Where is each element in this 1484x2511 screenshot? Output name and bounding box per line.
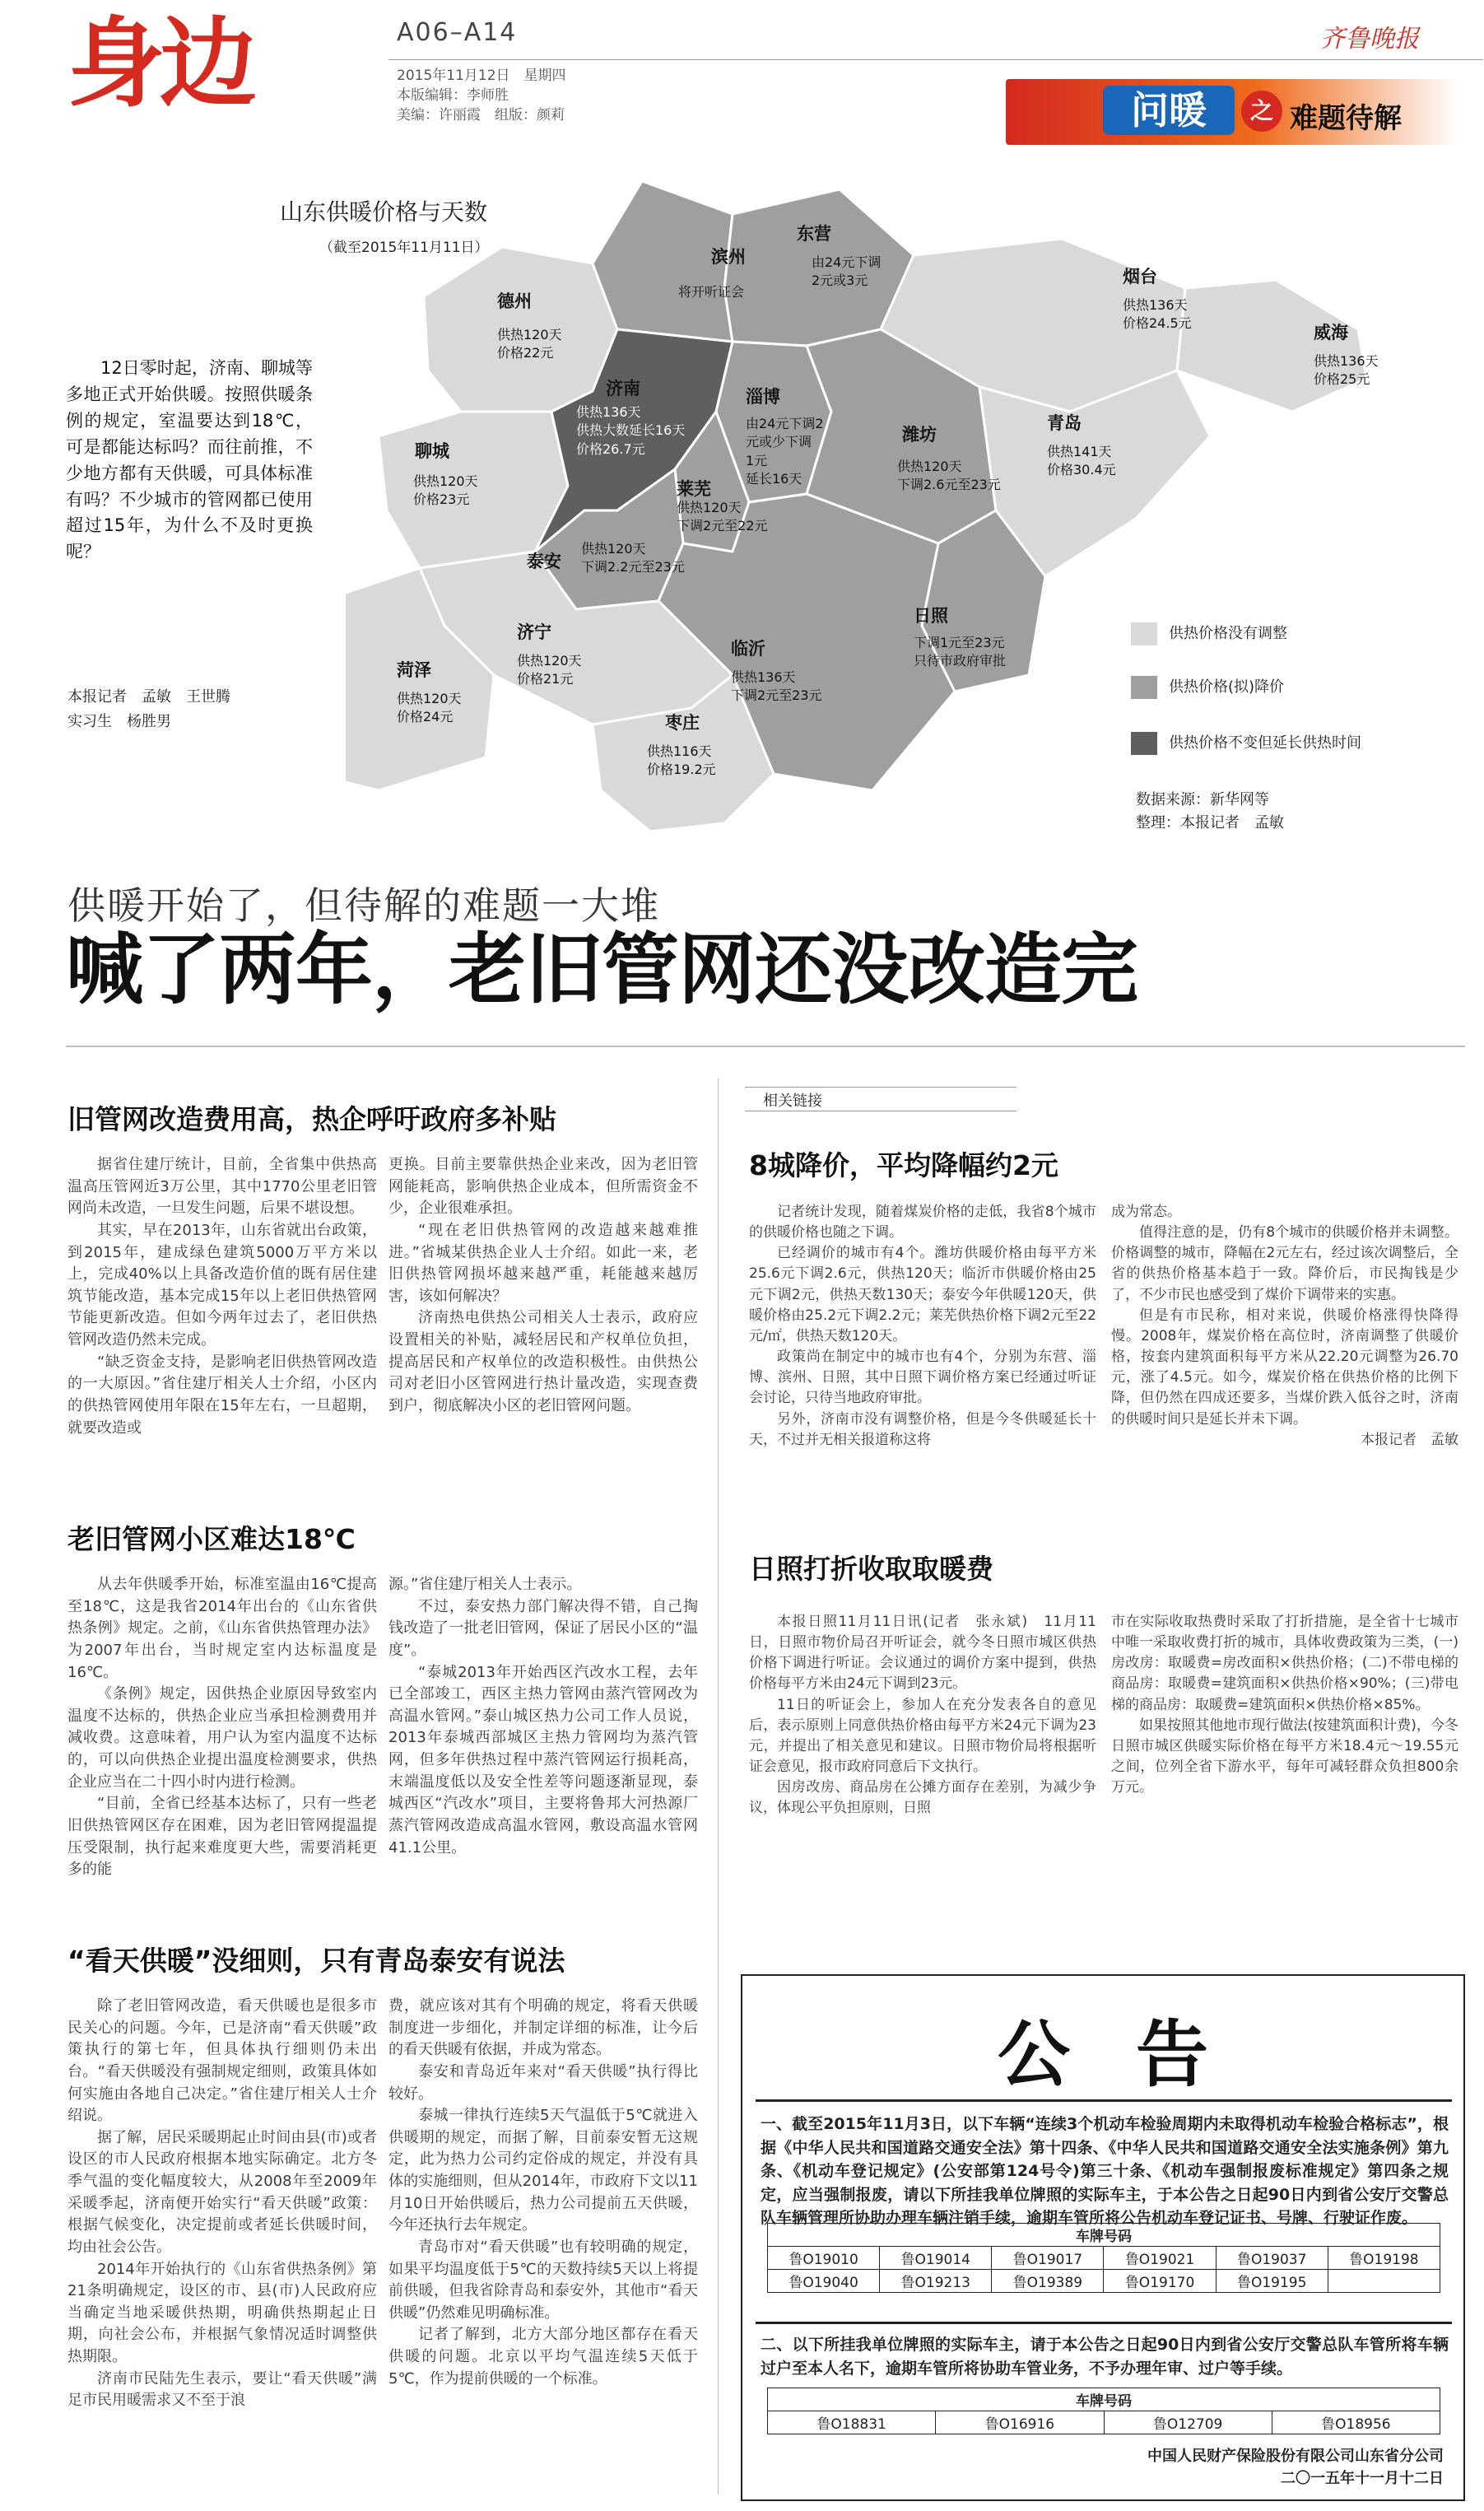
notice-rule (756, 2322, 1452, 2324)
article-column: 费，就应该对其有个明确的规定，将看天供暖制度进一步细化，并制定详细的标准，让今后的看天供暖有依据，并成为常态。 泰安和青岛近年来对“看天供暖”执行得比较好。 泰城一律执行连续5天气温低于5℃就进入供暖期的规定，而据了解，目前泰安暂无这规定，此为热力公司约定俗成的规定，并没有具体的实施细则，但从2014年，市政府下文以11月10日开始供暖后，热力公司提前五天供暖，今年还执行去年规定。 青岛市对“看天供暖”也有较明确的规定，如果平均温度低于5℃的天数持续5天以上将提前供暖，但我省除青岛和泰安外，其他市“看天供暖”仍然难见明确标准。 记者了解到，北方大部分地区都存在看天供暖的问题。北京以平均气温连续5天低于5℃，作为提前供暖的一个标准。 (388, 1997, 698, 2388)
notice-signature: 中国人民财产保险股份有限公司山东省分公司 二〇一五年十一月十二日 (1147, 2448, 1444, 2487)
topic-subtitle: 难题待解 (1290, 102, 1402, 135)
legend-item-unchanged: 供热价格没有调整 (1131, 622, 1287, 645)
section-title-weather-heating: “看天供暖”没细则，只有青岛泰安有说法 (67, 1945, 565, 1977)
city-info-dezhou: 供热120天 价格22元 (497, 327, 562, 361)
city-label-linyi: 临沂 (731, 639, 765, 659)
city-label-zaozhuang: 枣庄 (665, 713, 700, 733)
city-label-zibo: 淄博 (746, 387, 780, 407)
notice-title: 公告 (997, 2012, 1274, 2097)
city-label-dezhou: 德州 (497, 291, 532, 311)
divider (66, 1046, 1465, 1047)
topic-tag: 问暖 (1103, 86, 1235, 135)
city-info-dongying: 由24元下调 2元或3元 (812, 254, 882, 289)
city-info-liaocheng: 供热120天 价格23元 (413, 473, 478, 508)
article-column: 市在实际收取热费时采取了打折措施，是全省十七城市中唯一采取收费打折的城市，具体收费政策为三类，(一)房改房：取暖费=房改面积×供热价格；(二)不带电梯的商品房：取暖费=建筑面积×供热价格×90%；(三)带电梯的商品房：取暖费=建筑面积×供热价格×85%。 如果按照其他地市现行做法(按建筑面积计费)，今冬日照市城区供暖实际价格在每平方米18.4元～19.55元之间，位列全省下游水平，每年可减轻群众负担800余万元。 (1111, 1614, 1458, 1796)
notice-rule (756, 2099, 1452, 2102)
city-info-laiwu: 供热120天 下调2元至22元 (677, 500, 768, 534)
city-info-taian: 供热120天 下调2.2元至23元 (581, 541, 685, 575)
intro-text: 12日零时起，济南、聊城等多地正式开始供暖。按照供暖条例的规定，室温要达到18℃，可是都能达标吗？而往前推，不少地方都有天供暖，可具体标准有吗？不少城市的管网都已使用超过15年，为什么不及时更换呢？ (66, 358, 313, 562)
editor-line: 本版编辑：李师胜 (397, 87, 509, 104)
city-label-laiwu: 莱芜 (677, 479, 711, 499)
city-info-yantai: 供热136天 价格24.5元 (1123, 297, 1192, 332)
table-header: 车牌号码 (768, 2388, 1440, 2411)
map-source: 数据来源：新华网等 整理：本报记者 孟敏 (1136, 791, 1284, 832)
city-info-binzhou: 将开听证会 (678, 284, 745, 300)
section-title-subsidy: 旧管网改造费用高，热企呼吁政府多补贴 (67, 1103, 556, 1135)
city-info-jinan: 供热136天 供热大数延长16天 价格26.7元 (576, 404, 686, 457)
city-label-jinan: 济南 (606, 379, 640, 398)
city-label-rizhao: 日照 (914, 606, 948, 626)
topic-connector: 之 (1241, 91, 1282, 132)
table-row: 鲁O18831 鲁O16916 鲁O12709 鲁O18956 (768, 2411, 1440, 2434)
plate-table-scrap (767, 2223, 1440, 2293)
city-info-rizhao: 下调1元至23元 只待市政府审批 (914, 635, 1007, 669)
city-info-qingdao: 供热141天 价格30.4元 (1047, 444, 1116, 478)
design-line: 美编：许丽霞 组版：颜莉 (397, 107, 565, 123)
city-info-weihai: 供热136天 价格25元 (1314, 353, 1379, 388)
city-label-heze: 菏泽 (397, 660, 431, 680)
city-label-liaocheng: 聊城 (415, 441, 449, 461)
headline: 喊了两年，老旧管网还没改造完 (66, 925, 1138, 1015)
article-column: 源。”省住建厅相关人士表示。 不过，泰安热力部门解决得不错，自己掏钱改造了一批老旧管网，保证了居民小区的“温度”。 “泰城2013年开始西区汽改水工程，去年已全部竣工，西区主热力管网由蒸汽管网改为高温水管网。”泰山城区热力公司工作人员说，2013年泰城西部城区主热力管网均为蒸汽管网，但多年供热过程中蒸汽管网运行损耗高，末端温度低以及安全性差等问题逐渐显现，泰城西区“汽改水”项目，主要将鲁邦大河热源厂蒸汽管网改造成高温水管网，敷设高温水管网41.1公里。 (388, 1576, 698, 1856)
related-links-tag: 相关链接 (745, 1087, 1016, 1111)
article-column: 从去年供暖季开始，标准室温由16℃提高至18℃，这是我省2014年出台的《山东省供热条例》规定。之前，《山东省供热管理办法》为2007年出台，当时规定室内达标温度是16℃。 《条例》规定，因供热企业原因导致室内温度不达标的，供热企业应当承担检测费用并减收费。这意味着，用户认为室内温度不达标的，可以向供热企业提出温度检测要求，供热企业应当在二十四小时内进行检测。 “目前，全省已经基本达标了，只有一些老旧供热管网区存在困难，因为老旧管网提温提压受限制，执行起来难度更大些，需要消耗更多的能 (67, 1576, 377, 1879)
reporter-credit: 本报记者 孟敏 王世腾 实习生 杨胜男 (67, 688, 230, 730)
region-weihai (1177, 280, 1366, 412)
city-label-qingdao: 青岛 (1047, 413, 1082, 433)
page-range: A06–A14 (397, 18, 518, 47)
city-label-dongying: 东营 (797, 224, 831, 244)
city-label-yantai: 烟台 (1123, 267, 1157, 287)
city-info-weifang: 供热120天 下调2.6元至23元 (897, 459, 1001, 493)
city-info-jining: 供热120天 价格21元 (517, 653, 582, 687)
article-column: 成为常态。 值得注意的是，仍有8个城市的供暖价格并未调整。价格调整的城市，降幅在2元左右，经过该次调整后，全省的供热价格基本趋于一致。降价后，市民掏钱是少了，不少市民也感受到了煤价下调带来的实惠。 但是有市民称，相对来说，供暖价格涨得快降得慢。2008年，煤炭价格在高位时，济南调整了供暖价格，按套内建筑面积每平方米从22.20元调整为26.70元，涨了4.5元。如今，煤炭价格在供热价格的比例下降，但仍然在四成还要多，当煤价跌入低谷之时，济南的供暖时间只是延长并未下调。 本报记者 孟敏 (1111, 1202, 1458, 1451)
city-info-zibo: 由24元下调2 元或少下调 1元 延长16天 (746, 416, 824, 487)
section-title-price-cuts: 8城降价，平均降幅约2元 (749, 1149, 1058, 1181)
section-title-rizhao: 日照打折收取取暖费 (749, 1553, 993, 1585)
article-column: 更换。目前主要靠供热企业来改，因为老旧管网能耗高，影响供热企业成本，但所需资金不少，企业很难承担。 “现在老旧供热管网的改造越来越难推进。”省城某供热企业人士介绍。如此一来，老旧供热管网损坏越来越严重，耗能越来越厉害，该如何解决？ 济南热电供热公司相关人士表示，政府应设置相关的补贴，减轻居民和产权单位负担，提高居民和产权单位的改造积极性。由供热公司对老旧小区管网进行热计量改造，实现查费到户，彻底解决小区的老旧管网问题。 (388, 1156, 698, 1414)
masthead: 身边 (67, 7, 253, 120)
brand-logo: 齐鲁晚报 (1320, 25, 1419, 54)
article-column: 除了老旧管网改造，看天供暖也是很多市民关心的问题。今年，已是济南“看天供暖”政策执行的第七年，但具体执行细则仍未出台。“看天供暖没有强制规定细则，政策具体如何实施由各地自己决定。”省住建厅相关人士介绍说。 据了解，居民采暖期起止时间由县(市)或者设区的市人民政府根据本地实际确定。北方冬季气温的变化幅度较大，从2008年至2009年采暖季起，济南便开始实行“看天供暖”政策：根据气候变化，决定提前或者延长供暖时间，均由社会公告。 2014年开始执行的《山东省供热条例》第21条明确规定，设区的市、县(市)人民政府应当确定当地采暖供热期，明确供热期起止日期，向社会公布，并根据气象情况适时调整供热期限。 济南市民陆先生表示，要让“看天供暖”满足市民用暖需求又不至于浪 (67, 1997, 377, 2410)
notice-paragraph-1: 一、截至2015年11月3日，以下车辆“连续3个机动车检验周期内未取得机动车检验合格标志”，根据《中华人民共和国道路交通安全法》第十四条、《中华人民共和国道路交通安全法实施条例》第九条、《机动车登记规定》(公安部第124号令)第三十条、《机动车强制报废标准规定》第四条之规定，应当强制报废，请以下所挂我单位牌照的实际车主，于本公告之日起90日内到省公安厅交警总队车辆管理所协助办理车辆注销手续，逾期车管所将公告机动车登记证书、号牌、行驶证作废。 (761, 2115, 1449, 2227)
topic-banner (1006, 79, 1458, 145)
plate-table-transfer (767, 2388, 1440, 2434)
legend-item-reduced: 供热价格(拟)降价 (1131, 675, 1284, 699)
legend-item-extended: 供热价格不变但延长供热时间 (1131, 731, 1361, 755)
date-line: 2015年11月12日 星期四 (397, 68, 566, 84)
column-divider (718, 1078, 719, 2495)
table-row: 鲁O19040 鲁O19213 鲁O19389 鲁O19170 鲁O19195 (768, 2270, 1440, 2293)
legend-swatch (1131, 622, 1157, 645)
kicker: 供暖开始了，但待解的难题一大堆 (67, 883, 660, 928)
table-header: 车牌号码 (768, 2224, 1440, 2247)
article-column: 据省住建厅统计，目前，全省集中供热高温高压管网近3万公里，其中1770公里老旧管网尚未改造，一旦发生问题，后果不堪设想。 其实，早在2013年，山东省就出台政策，到2015年，建成绿色建筑5000万平方米以上，完成40%以上具备改造价值的既有居住建筑节能改造，基本完成15年以上老旧供热管网节能更新改造。但如今两年过去了，老旧供热管网改造仍然未完成。 “缺乏资金支持，是影响老旧供热管网改造的一大原因。”省住建厅相关人士介绍，小区内的供热管网使用年限在15年左右，一旦超期，就要改造或 (67, 1156, 377, 1437)
city-label-weihai: 威海 (1314, 323, 1348, 342)
byline: 本报记者 孟敏 (1361, 1431, 1458, 1448)
map-title: 山东供暖价格与天数 (280, 198, 488, 226)
notice-paragraph-2: 二、以下所挂我单位牌照的实际车主，请于本公告之日起90日内到省公安厅交警总队车管所将车辆过户至本人名下，逾期车管所将协助车管业务，不予办理年审、过户等手续。 (761, 2336, 1449, 2378)
legend-swatch (1131, 732, 1157, 755)
city-label-binzhou: 滨州 (711, 247, 746, 267)
city-info-linyi: 供热136天 下调2元至23元 (731, 669, 822, 704)
section-title-temperature: 老旧管网小区难达18℃ (67, 1523, 356, 1555)
header-rule (388, 59, 1483, 60)
table-row: 鲁O19010 鲁O19014 鲁O19017 鲁O19021 鲁O19037 鲁O19198 (768, 2247, 1440, 2270)
article-column: 记者统计发现，随着煤炭价格的走低，我省8个城市的供暖价格也随之下调。 已经调价的城市有4个。潍坊供暖价格由每平方米25.6元下调2.6元，供热120天；临沂市供暖价格由25元下调2元，供热天数130天；泰安今年供暖120天，供暖价格由25.2元下调2.2元；莱芜供热价格下调2元至22元/㎡，供热天数120天。 政策尚在制定中的城市也有4个，分别为东营、淄博、滨州、日照，其中日照下调价格方案已经通过听证会讨论，只待当地政府审批。 另外，济南市没有调整价格，但是今冬供暖延长十天，不过并无相关报道称这将 (749, 1204, 1096, 1448)
city-info-heze: 供热120天 价格24元 (397, 691, 462, 725)
city-info-zaozhuang: 供热116天 价格19.2元 (647, 743, 716, 778)
map-date-note: （截至2015年11月11日） (319, 240, 489, 256)
city-label-jining: 济宁 (517, 622, 551, 642)
public-notice (741, 1974, 1465, 2501)
legend-swatch (1131, 676, 1157, 699)
city-label-weifang: 潍坊 (902, 425, 937, 445)
city-label-taian: 泰安 (527, 552, 561, 571)
article-column: 本报日照11月11日讯(记者 张永斌) 11月11日，日照市物价局召开听证会，就今冬日照市城区供热价格下调进行听证。会议通过的调价方案中提到，供热价格每平方米由24元下调到23元。 11日的听证会上，参加人在充分发表各自的意见后，表示原则上同意供热价格由每平方米24元下调为23元，并提出了相关意见和建议。日照市物价局将根据听证会意见，报市政府同意后下文执行。 因房改房、商品房在公摊方面存在差别，为减少争议，体现公平负担原则，日照 (749, 1614, 1096, 1817)
